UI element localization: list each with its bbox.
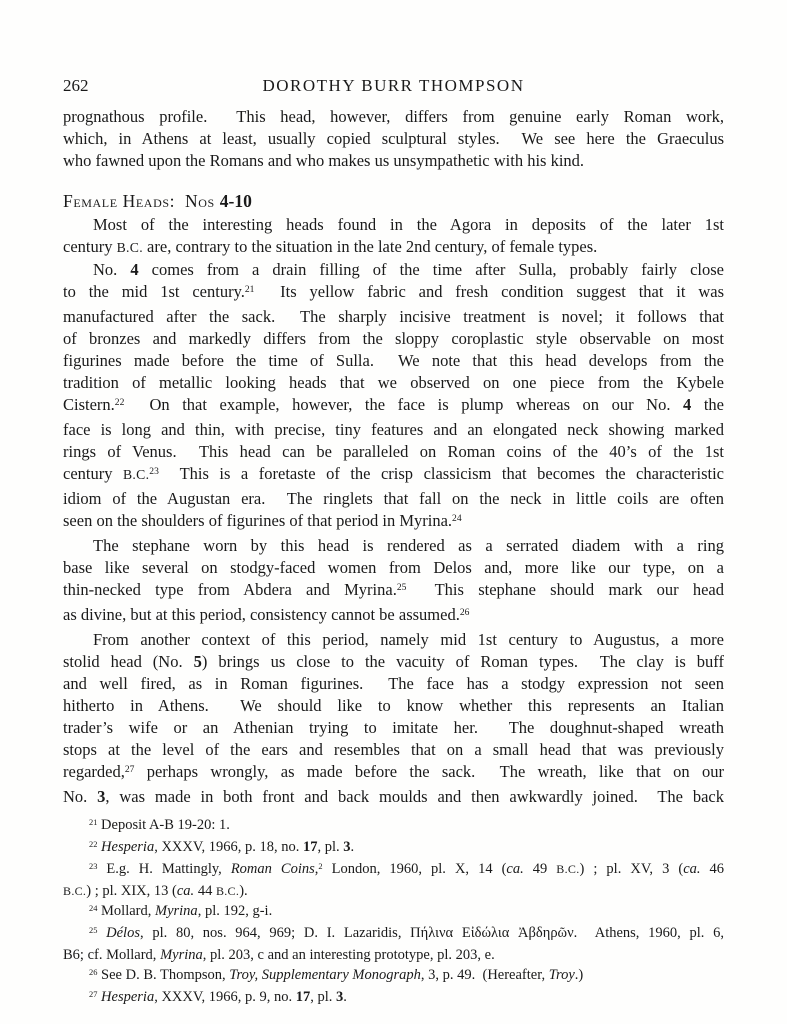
bold-number: 4-10 — [219, 191, 252, 211]
italic-text: Myrina — [160, 947, 203, 963]
text-run: the — [691, 395, 724, 414]
footnote-marker: 26 — [459, 607, 470, 619]
text-run: comes from a drain filling of the time after Sulla, probably fairly close — [138, 260, 724, 279]
text-run: rings of Venus. This head can be paralleled on Roman coins of the 40’s of the 1st — [63, 442, 724, 461]
text-run: This is a foretaste of the crisp classicism that becomes the characteristic — [158, 464, 724, 483]
text-line — [63, 717, 724, 739]
footnote-marker: 27 — [124, 764, 135, 776]
footnote-line — [63, 923, 724, 945]
text-run: On that example, however, the face is plump whereas on our No. — [124, 395, 684, 414]
text-line — [63, 259, 724, 281]
page-number: 262 — [63, 76, 89, 95]
italic-text: Troy — [548, 967, 575, 983]
italic-text: Hesperia — [101, 989, 155, 1005]
paragraph — [63, 629, 724, 808]
body-text — [63, 106, 724, 808]
text-run: manufactured after the sack. The sharply incisive treatment is novel; it follows that — [63, 307, 724, 326]
text-line — [63, 419, 724, 441]
italic-text: Roman Coins — [230, 861, 315, 877]
bold-number: 4 — [130, 260, 139, 279]
text-line — [63, 604, 724, 629]
bold-number: 3 — [97, 787, 106, 806]
text-line — [63, 306, 724, 328]
bold-number: 4 — [683, 395, 692, 414]
text-run: The stephane worn by this head is rendered as a serrated diadem with a ring — [93, 536, 724, 555]
footnote — [63, 859, 724, 901]
footnote-line — [63, 901, 724, 923]
footnote-marker: 23 — [149, 466, 159, 478]
footnote-line — [63, 881, 724, 901]
text-run: , XXXV, 1966, p. 18, no. — [154, 839, 303, 855]
footnote-marker: 21 — [89, 817, 98, 827]
footnote-line — [63, 965, 724, 987]
footnote — [63, 923, 724, 965]
text-run: 46 — [700, 861, 725, 877]
text-run: , pl. — [310, 989, 337, 1005]
text-run: , — [314, 861, 319, 877]
footnote — [63, 901, 724, 923]
text-line — [63, 350, 724, 372]
text-run: , pl. 192, g-i. — [197, 903, 273, 919]
text-run: 44 — [194, 883, 216, 899]
footnote-line — [63, 859, 724, 881]
text-line — [63, 441, 724, 463]
text-line — [63, 394, 724, 419]
text-run: stolid head (No. — [63, 652, 194, 671]
paragraph — [63, 106, 724, 172]
text-line — [63, 579, 724, 604]
text-run: London, 1960, pl. X, 14 ( — [322, 861, 507, 877]
text-run: No. — [93, 260, 131, 279]
footnote — [63, 815, 724, 837]
footnote-marker: 24 — [452, 513, 462, 525]
italic-text: ca. — [683, 861, 701, 877]
footnote-line — [63, 815, 724, 837]
italic-text: Hesperia — [101, 839, 155, 855]
text-run — [97, 925, 106, 941]
footnotes — [63, 815, 724, 1009]
text-line — [63, 281, 724, 306]
small-caps-text: B.C. — [556, 862, 580, 876]
text-line — [63, 488, 724, 510]
text-run: seen on the shoulders of figurines of that period in Myrina. — [63, 511, 453, 530]
italic-text: ca. — [176, 883, 195, 899]
footnote-marker: 26 — [89, 967, 98, 977]
text-run: , pl. 203, c and an interesting prototype, pl. 203, e. — [202, 947, 495, 963]
footnote — [63, 837, 724, 859]
small-caps-text: B.C. — [116, 240, 143, 255]
footnote — [63, 987, 724, 1009]
paragraph-group-top — [63, 106, 724, 172]
footnote — [63, 965, 724, 987]
text-run: , XXXV, 1966, p. 9, no. — [154, 989, 296, 1005]
text-run: This stephane should mark our head — [406, 580, 724, 599]
text-run: to the mid 1st century. — [63, 282, 245, 301]
text-run: No. — [63, 787, 98, 806]
text-run: and well fired, as in Roman figurines. The face has a stodgy expression not seen — [63, 674, 724, 693]
text-run: which, in Athens at least, usually copied sculptural styles. We see here the Graeculus — [63, 129, 724, 148]
footnote-marker: 21 — [244, 284, 255, 296]
text-line — [63, 128, 724, 150]
text-line — [63, 695, 724, 717]
bold-number: 3 — [343, 839, 351, 855]
section-heading — [63, 190, 724, 212]
footnote-marker: 23 — [89, 861, 98, 871]
text-line — [63, 761, 724, 786]
text-line — [63, 106, 724, 128]
text-run: . — [343, 989, 347, 1005]
text-run: figurines made before the time of Sulla. We note that this head develops from the — [63, 351, 724, 370]
text-run: face is long and thin, with precise, tiny features and an elongated neck showing marked — [63, 420, 724, 439]
text-run: See D. B. Thompson, — [97, 967, 230, 983]
small-caps-text: Female Heads: Nos — [63, 191, 220, 211]
text-line — [63, 786, 724, 808]
page-header — [63, 76, 724, 98]
small-caps-text: B.C. — [63, 884, 87, 898]
italic-text: ca. — [506, 861, 524, 877]
text-run: , pl. — [317, 839, 344, 855]
footnote-marker: 22 — [114, 397, 125, 409]
text-line — [63, 535, 724, 557]
text-line — [63, 557, 724, 579]
text-run: who fawned upon the Romans and who makes us unsympathetic with his kind. — [63, 151, 585, 170]
text-run: ) brings us close to the vacuity of Roman types. The clay is buff — [201, 652, 724, 671]
text-run: Most of the interesting heads found in the Agora in deposits of the later 1st — [93, 215, 724, 234]
footnote-marker: 27 — [89, 989, 98, 999]
text-run: are, contrary to the situation in the late 2nd century, of female types. — [142, 237, 598, 256]
footnote-marker: 22 — [89, 839, 98, 849]
footnote-line — [63, 837, 724, 859]
text-run: ) ; pl. XV, 3 ( — [579, 861, 684, 877]
text-run: 49 — [523, 861, 557, 877]
text-run: Cistern. — [63, 395, 115, 414]
text-run: stops at the level of the ears and resembles that on a small head that was previously — [63, 740, 724, 759]
text-run: , pl. 80, nos. 964, 969; D. I. Lazaridis, Πήλινα Εἰδώλια Ἀβδηρῶν. Athens, 1960, pl. 6, — [139, 925, 725, 941]
text-run: . — [350, 839, 355, 855]
text-run: trader’s wife or an Athenian trying to imitate her. The doughnut-shaped wreath — [63, 718, 724, 737]
text-run: tradition of metallic looking heads that we observed on one piece from the Kybele — [63, 373, 724, 392]
text-line — [63, 510, 724, 535]
paragraph — [63, 535, 724, 629]
text-run: thin-necked type from Abdera and Myrina. — [63, 580, 397, 599]
text-run: base like several on stodgy-faced women from Delos and, more like our type, on a — [63, 558, 724, 577]
text-run: , 3, p. 49. (Hereafter, — [420, 967, 549, 983]
text-block — [63, 76, 724, 1009]
text-run: perhaps wrongly, as made before the sack. The wreath, like that on our — [134, 762, 724, 781]
italic-text: Myrina — [155, 903, 198, 919]
text-run: .) — [574, 967, 584, 983]
text-line — [63, 739, 724, 761]
text-run: From another context of this period, namely mid 1st century to Augustus, a more — [93, 630, 724, 649]
text-line — [63, 150, 724, 172]
text-run: regarded, — [63, 762, 125, 781]
text-run: Its yellow fabric and fresh condition suggest that it was — [254, 282, 724, 301]
text-line — [63, 673, 724, 695]
bold-number: 5 — [193, 652, 202, 671]
small-caps-text: B.C. — [215, 884, 240, 898]
small-caps-text: B.C. — [122, 467, 150, 482]
running-title: DOROTHY BURR THOMPSON — [262, 76, 525, 95]
text-run: prognathous profile. This head, however, differs from genuine early Roman work, — [63, 107, 724, 126]
text-line — [63, 463, 724, 488]
text-run: Deposit A-B 19-20: 1. — [97, 817, 230, 833]
text-run: ) ; pl. XIX, 13 ( — [86, 883, 177, 899]
text-run: B6; cf. Mollard, — [63, 947, 161, 963]
text-run: , was made in both front and back moulds and then awkwardly joined. The back — [105, 787, 724, 806]
paragraph-group-main — [63, 214, 724, 808]
footnote-line — [63, 945, 724, 965]
text-run: century — [63, 464, 123, 483]
bold-number: 17 — [302, 839, 318, 855]
text-run: as divine, but at this period, consistency cannot be assumed. — [63, 605, 460, 624]
text-run: century — [63, 237, 117, 256]
text-run: Mollard, — [97, 903, 155, 919]
bold-number: 3 — [336, 989, 344, 1005]
text-run: idiom of the Augustan era. The ringlets that fall on the neck in little coils are often — [63, 489, 724, 508]
bold-number: 17 — [295, 989, 311, 1005]
paragraph — [63, 214, 724, 259]
text-run: of bronzes and markedly differs from the sloppy coroplastic style observable on most — [63, 329, 724, 348]
footnote-marker: 24 — [89, 903, 98, 913]
paragraph — [63, 259, 724, 535]
italic-text: Délos — [106, 925, 140, 941]
footnote-marker: 25 — [396, 582, 407, 594]
text-line — [63, 651, 724, 673]
italic-text: Troy, Supplementary Monograph — [229, 967, 421, 983]
text-run: E.g. H. Mattingly, — [97, 861, 231, 877]
text-line — [63, 328, 724, 350]
text-line — [63, 629, 724, 651]
text-line — [63, 214, 724, 236]
text-line — [63, 372, 724, 394]
footnote-line — [63, 987, 724, 1009]
text-run: ). — [239, 883, 248, 899]
footnote-marker: 2 — [318, 861, 323, 871]
text-line — [63, 236, 724, 259]
footnote-marker: 25 — [89, 925, 98, 935]
text-run: hitherto in Athens. We should like to know whether this represents an Italian — [63, 696, 724, 715]
